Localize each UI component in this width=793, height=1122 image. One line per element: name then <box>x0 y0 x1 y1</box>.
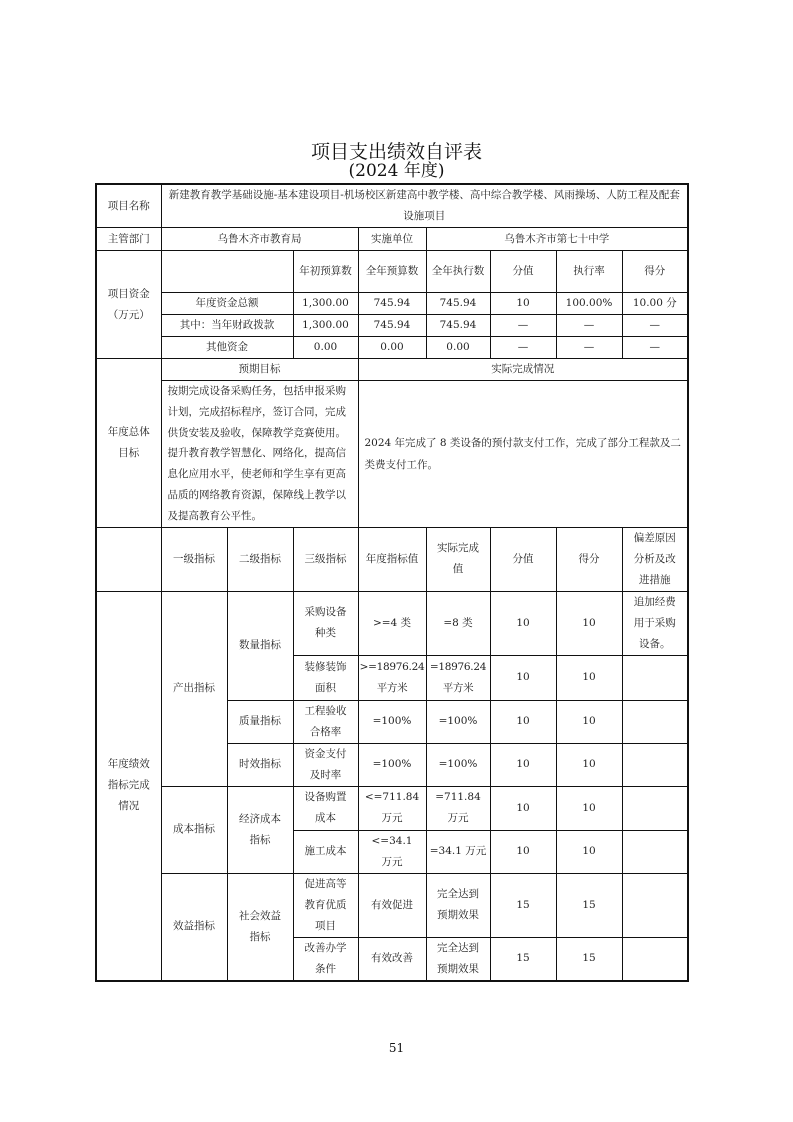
funds-row-rate: — <box>556 315 622 337</box>
indicator-actual: =711.84 万元 <box>426 786 490 830</box>
indicator-target: <=711.84 万元 <box>358 786 426 830</box>
goals-header-row <box>96 359 688 381</box>
document-subtitle: (2024 年度) <box>348 161 445 181</box>
level1-cost: 成本指标 <box>161 786 227 873</box>
funds-row-initial: 0.00 <box>293 337 358 359</box>
indicator-actual: 完全达到预期效果 <box>426 873 490 937</box>
funds-row-rate: 100.00% <box>556 293 622 315</box>
page-number: 51 <box>388 1041 405 1055</box>
indicator-row <box>96 591 688 655</box>
performance-table <box>95 183 689 982</box>
indicator-header-level2: 二级指标 <box>227 527 293 591</box>
indicators-section-line2: 指标完成 <box>107 779 150 792</box>
indicator-blank-header <box>96 527 161 591</box>
indicator-level3: 装修装饰面积 <box>293 655 358 700</box>
indicator-header-level3: 三级指标 <box>293 527 358 591</box>
funds-header-executed: 全年执行数 <box>426 251 490 293</box>
goals-label-line1: 年度总体 <box>107 425 150 438</box>
funds-row-name: 年度资金总额 <box>161 293 293 315</box>
indicator-level3: 施工成本 <box>293 830 358 873</box>
funds-row-name: 其他资金 <box>161 337 293 359</box>
funds-row-annual: 0.00 <box>358 337 426 359</box>
funds-header-row <box>96 251 688 293</box>
dept-value: 乌鲁木齐市教育局 <box>161 228 358 251</box>
funds-row <box>96 293 688 315</box>
indicator-actual: 完全达到预期效果 <box>426 937 490 981</box>
funds-blank-header <box>161 251 293 293</box>
indicator-score-value: 10 <box>490 655 556 700</box>
funds-header-rate: 执行率 <box>556 251 622 293</box>
indicator-score-value: 10 <box>490 786 556 830</box>
indicator-score: 10 <box>556 786 622 830</box>
funds-header-initial: 年初预算数 <box>293 251 358 293</box>
indicator-level3: 设备购置成本 <box>293 786 358 830</box>
indicator-header-target: 年度指标值 <box>358 527 426 591</box>
indicator-deviation: 追加经费用于采购设备。 <box>622 591 688 655</box>
funds-row-executed: 0.00 <box>426 337 490 359</box>
indicator-target: >=18976.24 平方米 <box>358 655 426 700</box>
indicator-target: 有效改善 <box>358 937 426 981</box>
goals-expected-text: 按期完成设备采购任务，包括申报采购计划，完成招标程序，签订合同，完成供货安装及验收，保障教学竞赛使用。提升教育教学智慧化、网络化，提高信息化应用水平，使老师和学生享有更高品质的网络教育资源，保障线上教学以及提高教育公平性。 <box>161 381 358 528</box>
indicator-score-value: 10 <box>490 700 556 743</box>
indicator-level3: 采购设备种类 <box>293 591 358 655</box>
indicator-score: 10 <box>556 591 622 655</box>
indicator-deviation <box>622 655 688 700</box>
indicator-score-value: 15 <box>490 937 556 981</box>
indicators-section-line3: 情况 <box>118 800 140 813</box>
funds-row-executed: 745.94 <box>426 315 490 337</box>
funds-row-score-value: — <box>490 337 556 359</box>
funds-row-executed: 745.94 <box>426 293 490 315</box>
indicator-actual: =100% <box>426 700 490 743</box>
project-name-label: 项目名称 <box>96 184 161 228</box>
funds-row-score-value: 10 <box>490 293 556 315</box>
indicator-score-value: 10 <box>490 743 556 786</box>
funds-row <box>96 315 688 337</box>
unit-value: 乌鲁木齐市第七十中学 <box>426 228 688 251</box>
indicator-deviation <box>622 743 688 786</box>
indicator-score: 10 <box>556 743 622 786</box>
indicator-actual: =18976.24 平方米 <box>426 655 490 700</box>
indicator-header-actual: 实际完成值 <box>426 527 490 591</box>
funds-row-initial: 1,300.00 <box>293 293 358 315</box>
funds-label-line2: （万元） <box>107 308 150 321</box>
indicator-header-deviation: 偏差原因分析及改进措施 <box>622 527 688 591</box>
goals-label-line2: 目标 <box>118 446 140 459</box>
level2-quality: 质量指标 <box>227 700 293 743</box>
indicators-section-line1: 年度绩效 <box>107 758 150 771</box>
funds-row <box>96 337 688 359</box>
goals-actual-header: 实际完成情况 <box>358 359 688 381</box>
indicator-row <box>96 786 688 830</box>
indicator-target: =100% <box>358 700 426 743</box>
indicator-row <box>96 873 688 937</box>
funds-row-initial: 1,300.00 <box>293 315 358 337</box>
level1-output: 产出指标 <box>161 591 227 786</box>
indicator-header-row <box>96 527 688 591</box>
indicator-target: =100% <box>358 743 426 786</box>
indicator-deviation <box>622 937 688 981</box>
indicator-score: 10 <box>556 655 622 700</box>
indicator-target: >=4 类 <box>358 591 426 655</box>
funds-row-score: 10.00 分 <box>622 293 688 315</box>
indicator-score-value: 10 <box>490 830 556 873</box>
goals-actual-text: 2024 年完成了 8 类设备的预付款支付工作，完成了部分工程款及二类费支付工作。 <box>358 381 688 528</box>
funds-row-rate: — <box>556 337 622 359</box>
indicator-level3: 工程验收合格率 <box>293 700 358 743</box>
indicator-score: 10 <box>556 830 622 873</box>
indicator-header-score-value: 分值 <box>490 527 556 591</box>
indicator-deviation <box>622 700 688 743</box>
level2-quantity: 数量指标 <box>227 591 293 700</box>
funds-row-score-value: — <box>490 315 556 337</box>
indicator-level3: 改善办学条件 <box>293 937 358 981</box>
goals-expected-header: 预期目标 <box>161 359 358 381</box>
dept-label: 主管部门 <box>96 228 161 251</box>
department-row <box>96 228 688 251</box>
funds-label-line1: 项目资金 <box>107 287 150 300</box>
unit-label: 实施单位 <box>358 228 426 251</box>
indicator-score: 15 <box>556 873 622 937</box>
indicator-deviation <box>622 786 688 830</box>
indicator-header-level1: 一级指标 <box>161 527 227 591</box>
funds-row-score: — <box>622 337 688 359</box>
funds-label <box>96 251 161 359</box>
funds-row-annual: 745.94 <box>358 315 426 337</box>
funds-header-score: 得分 <box>622 251 688 293</box>
indicator-actual: =100% <box>426 743 490 786</box>
indicator-deviation <box>622 830 688 873</box>
project-name-row <box>96 184 688 228</box>
indicator-score-value: 15 <box>490 873 556 937</box>
indicator-score: 10 <box>556 700 622 743</box>
project-name-value: 新建教育教学基础设施-基本建设项目-机场校区新建高中教学楼、高中综合教学楼、风雨操场、人防工程及配套设施项目 <box>161 184 688 228</box>
indicator-level3: 资金支付及时率 <box>293 743 358 786</box>
indicators-section-label <box>96 591 161 981</box>
goals-label <box>96 359 161 528</box>
level2-social-benefit: 社会效益指标 <box>227 873 293 981</box>
indicator-deviation <box>622 873 688 937</box>
indicator-score-value: 10 <box>490 591 556 655</box>
indicator-score: 15 <box>556 937 622 981</box>
funds-row-name: 其中：当年财政拨款 <box>161 315 293 337</box>
goals-content-row <box>96 381 688 528</box>
indicator-target: 有效促进 <box>358 873 426 937</box>
document-title: 项目支出绩效自评表 <box>310 141 482 163</box>
funds-row-score: — <box>622 315 688 337</box>
level2-timeliness: 时效指标 <box>227 743 293 786</box>
funds-row-annual: 745.94 <box>358 293 426 315</box>
indicator-actual: =8 类 <box>426 591 490 655</box>
level2-economic-cost: 经济成本指标 <box>227 786 293 873</box>
indicator-level3: 促进高等教育优质项目 <box>293 873 358 937</box>
indicator-target: <=34.1 万元 <box>358 830 426 873</box>
indicator-actual: =34.1 万元 <box>426 830 490 873</box>
funds-header-annual: 全年预算数 <box>358 251 426 293</box>
level1-benefit: 效益指标 <box>161 873 227 981</box>
indicator-header-score: 得分 <box>556 527 622 591</box>
funds-header-score-value: 分值 <box>490 251 556 293</box>
